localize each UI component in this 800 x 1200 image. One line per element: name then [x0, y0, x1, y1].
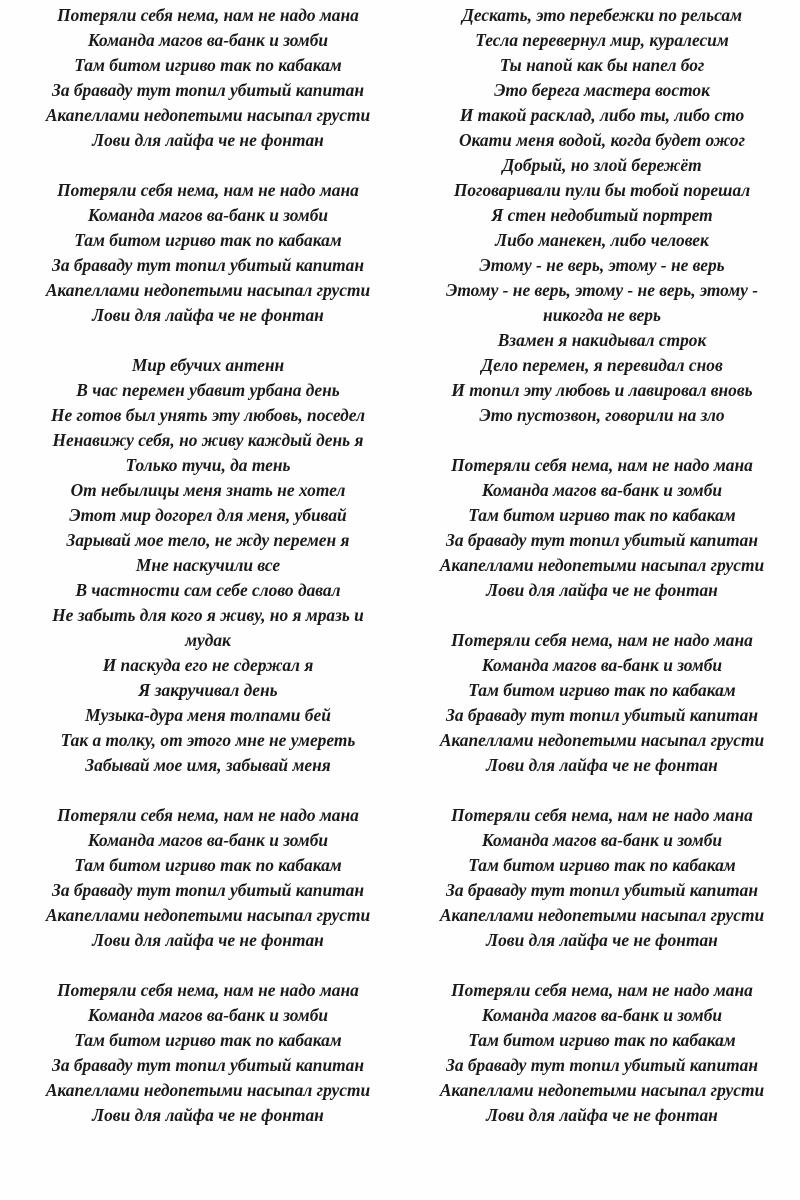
- lyric-line: Дело перемен, я перевидал снов: [481, 355, 723, 375]
- lyric-line: Взамен я накидывал строк: [497, 330, 707, 350]
- lyric-line: Лови для лайфа че не фонтан: [92, 930, 324, 950]
- lyric-line: Там битом игриво так по кабакам: [468, 505, 736, 525]
- lyric-line: Там битом игриво так по кабакам: [74, 1030, 342, 1050]
- lyric-line: Так а толку, от этого мне не умереть: [60, 730, 356, 750]
- lyric-line: Лови для лайфа че не фонтан: [486, 580, 718, 600]
- lyric-line: Команда магов ва-банк и зомби: [481, 830, 723, 850]
- lyric-line: Потеряли себя нема, нам не надо мана: [451, 630, 753, 650]
- lyric-line: Этому - не верь, этому - не верь: [479, 255, 725, 275]
- lyric-line: Акапеллами недопетыми насыпал грусти: [439, 730, 765, 750]
- lyric-line: Добрый, но злой бережёт: [502, 155, 702, 175]
- lyric-line: Этот мир догорел для меня, убивай: [69, 505, 347, 525]
- lyric-line: Там битом игриво так по кабакам: [74, 55, 342, 75]
- lyric-line: Тесла перевернул мир, куралесим: [475, 30, 729, 50]
- lyric-line: никогда не верь: [543, 305, 661, 325]
- lyric-line: Потеряли себя нема, нам не надо мана: [57, 180, 359, 200]
- stanza-break: [8, 778, 408, 803]
- lyric-line: Окати меня водой, когда будет ожог: [458, 130, 746, 150]
- lyric-line: Там битом игриво так по кабакам: [74, 855, 342, 875]
- lyric-line: За браваду тут топил убитый капитан: [51, 1055, 365, 1075]
- lyric-line: В час перемен убавит урбана день: [76, 380, 340, 400]
- lyric-line: Там битом игриво так по кабакам: [74, 230, 342, 250]
- lyric-line: Поговаривали пули бы тобой порешал: [453, 180, 751, 200]
- lyric-line: И топил эту любовь и лавировал вновь: [451, 380, 753, 400]
- lyric-line: За браваду тут топил убитый капитан: [51, 255, 365, 275]
- lyric-line: Лови для лайфа че не фонтан: [92, 130, 324, 150]
- lyric-line: Мне наскучили все: [135, 555, 281, 575]
- lyric-line: Зарывай мое тело, не жду перемен я: [66, 530, 350, 550]
- lyric-line: Акапеллами недопетыми насыпал грусти: [45, 1080, 371, 1100]
- lyric-line: Команда магов ва-банк и зомби: [87, 830, 329, 850]
- stanza-break: [404, 603, 800, 628]
- lyric-line: мудак: [185, 630, 231, 650]
- lyric-line: Потеряли себя нема, нам не надо мана: [451, 805, 753, 825]
- lyric-line: Акапеллами недопетыми насыпал грусти: [45, 105, 371, 125]
- lyric-line: Либо манекен, либо человек: [495, 230, 709, 250]
- lyric-line: Я закручивал день: [138, 680, 278, 700]
- lyric-line: Команда магов ва-банк и зомби: [481, 1005, 723, 1025]
- lyric-line: Потеряли себя нема, нам не надо мана: [451, 455, 753, 475]
- lyric-line: Акапеллами недопетыми насыпал грусти: [439, 905, 765, 925]
- lyric-line: Потеряли себя нема, нам не надо мана: [57, 980, 359, 1000]
- lyric-line: Лови для лайфа че не фонтан: [92, 1105, 324, 1125]
- lyric-line: И такой расклад, либо ты, либо сто: [459, 105, 745, 125]
- lyric-line: Потеряли себя нема, нам не надо мана: [57, 805, 359, 825]
- lyric-line: За браваду тут топил убитый капитан: [51, 880, 365, 900]
- stanza-break: [8, 328, 408, 353]
- stanza-break: [8, 953, 408, 978]
- lyric-line: Это пустозвон, говорили на зло: [479, 405, 725, 425]
- lyric-line: Команда магов ва-банк и зомби: [87, 1005, 329, 1025]
- lyric-line: От небылицы меня знать не хотел: [70, 480, 346, 500]
- lyric-line: Ты напой как бы напел бог: [499, 55, 705, 75]
- lyric-line: Акапеллами недопетыми насыпал грусти: [439, 1080, 765, 1100]
- lyric-line: Акапеллами недопетыми насыпал грусти: [45, 280, 371, 300]
- lyric-line: Акапеллами недопетыми насыпал грусти: [439, 555, 765, 575]
- lyric-line: Лови для лайфа че не фонтан: [92, 305, 324, 325]
- lyric-line: Музыка-дура меня толпами бей: [85, 705, 331, 725]
- lyric-line: Потеряли себя нема, нам не надо мана: [57, 5, 359, 25]
- lyric-line: Команда магов ва-банк и зомби: [87, 30, 329, 50]
- stanza-break: [8, 153, 408, 178]
- lyric-line: Забывай мое имя, забывай меня: [85, 755, 331, 775]
- lyric-line: Там битом игриво так по кабакам: [468, 680, 736, 700]
- lyric-line: Ненавижу себя, но живу каждый день я: [52, 430, 364, 450]
- lyric-line: Лови для лайфа че не фонтан: [486, 1105, 718, 1125]
- lyric-line: И паскуда его не сдержал я: [102, 655, 314, 675]
- lyric-line: Этому - не верь, этому - не верь, этому -: [446, 280, 758, 300]
- lyric-line: За браваду тут топил убитый капитан: [51, 80, 365, 100]
- lyric-line: Там битом игриво так по кабакам: [468, 855, 736, 875]
- stanza-break: [404, 428, 800, 453]
- stanza-break: [404, 778, 800, 803]
- lyric-line: Команда магов ва-банк и зомби: [481, 655, 723, 675]
- lyric-line: В частности сам себе слово давал: [75, 580, 341, 600]
- lyric-line: За браваду тут топил убитый капитан: [445, 530, 759, 550]
- lyrics-left-column: [8, 3, 408, 1128]
- lyric-line: Я стен недобитый портрет: [491, 205, 713, 225]
- lyric-line: За браваду тут топил убитый капитан: [445, 1055, 759, 1075]
- lyric-line: Потеряли себя нема, нам не надо мана: [451, 980, 753, 1000]
- lyric-line: Команда магов ва-банк и зомби: [87, 205, 329, 225]
- lyric-line: Там битом игриво так по кабакам: [468, 1030, 736, 1050]
- lyric-line: Лови для лайфа че не фонтан: [486, 755, 718, 775]
- lyric-line: Не забыть для кого я живу, но я мразь и: [52, 605, 364, 625]
- lyric-line: Акапеллами недопетыми насыпал грусти: [45, 905, 371, 925]
- lyric-line: Мир ебучих антенн: [131, 355, 285, 375]
- stanza-break: [404, 953, 800, 978]
- lyric-line: Лови для лайфа че не фонтан: [486, 930, 718, 950]
- lyric-line: Это берега мастера восток: [494, 80, 710, 100]
- lyric-line: Дескать, это перебежки по рельсам: [461, 5, 743, 25]
- lyric-line: Команда магов ва-банк и зомби: [481, 480, 723, 500]
- lyric-line: За браваду тут топил убитый капитан: [445, 880, 759, 900]
- lyrics-right-column: [404, 3, 800, 1128]
- lyric-line: За браваду тут топил убитый капитан: [445, 705, 759, 725]
- lyric-line: Только тучи, да тень: [125, 455, 291, 475]
- lyric-line: Не готов был унять эту любовь, поседел: [50, 405, 366, 425]
